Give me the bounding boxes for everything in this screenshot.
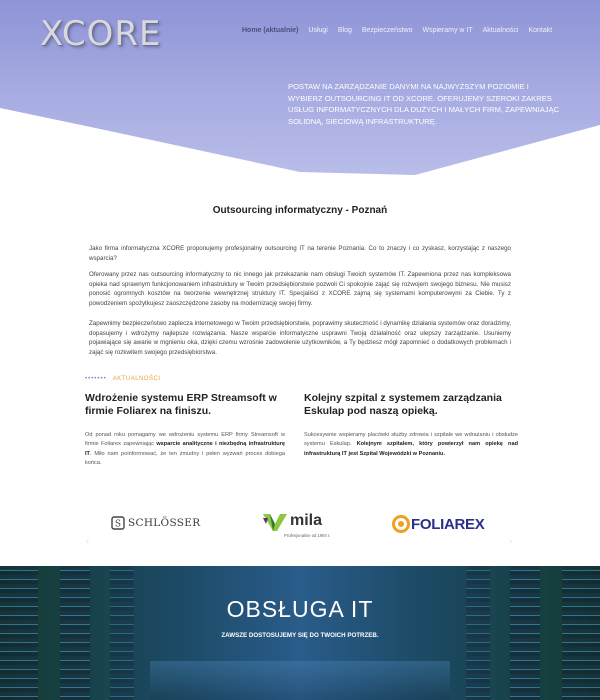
foliarex-logo[interactable] bbox=[392, 515, 484, 533]
mila-subtitle: Profesjonalnie od 1994 r. bbox=[284, 533, 331, 538]
footer-title: OBSŁUGA IT bbox=[226, 596, 374, 622]
news-section-tag bbox=[85, 376, 161, 382]
mila-emblem-icon bbox=[262, 510, 288, 532]
mila-logo[interactable] bbox=[262, 510, 330, 538]
xcore-logo[interactable]: XCORE bbox=[40, 14, 162, 54]
foliarex-emblem-icon bbox=[392, 515, 410, 533]
dots-decoration: ••••••• bbox=[85, 376, 107, 382]
news-text: Od ponad roku pomagamy we wdrożeniu systemu ERP firmy Streamsoft w firmie Foliarex zapewniając wsparcie analityczne i niezbędną infrastrukturę IT. Miło nam poinformować, że ten żmudny i pełen wyzwań proces dobiega końca. bbox=[85, 432, 285, 467]
news-tag-label: AKTUALNOŚCI bbox=[112, 376, 161, 382]
news-item bbox=[304, 392, 518, 459]
foliarex-wordmark: FOLIAREX bbox=[411, 515, 485, 533]
nav-item-bezpieczenstwo[interactable]: Bezpieczeństwo bbox=[361, 27, 413, 34]
outsourcing-paragraph: Oferowany przez nas outsourcing informatyczny to nic innego jak przekazanie nam obsługi Twoich systemów IT. Zapewniona przez nas kompleksowa opieka nad sprawnym funkcjonowaniem infrastruktury w Twoim przedsiębiorstwie pozwoli Ci spokojnie zająć się rozwojem swojego biznesu. Nie musisz ponosić ogromnych kosztów na tworzenie wewnętrznej struktury IT. Specjaliści z XCORE zajmą się systemami komputerowymi za Ciebie. Ty z powodzeniem spożytkujesz zaoszczędzone zasoby na modernizację swojej firmy. bbox=[89, 271, 511, 307]
nav-item-blog[interactable]: Blog bbox=[337, 27, 352, 34]
nav-item-kontakt[interactable]: Kontakt bbox=[528, 27, 553, 34]
schlosser-emblem-icon bbox=[111, 516, 125, 530]
news-text: Sukcesywnie wspieramy placówki służby zdrowia i szpitale we wdrażaniu i obsłudze systemu Eskulap. Kolejnym szpitalem, który powierzył nam opiekę nad infrastrukturą IT jest Szpital Wojewódzki w Poznaniu. bbox=[304, 432, 518, 457]
nav-item-home[interactable]: Home (aktualnie) bbox=[242, 27, 299, 34]
carousel-prev-icon[interactable]: ‹ bbox=[86, 536, 90, 547]
main-nav bbox=[242, 27, 562, 34]
mila-wordmark: mila bbox=[290, 512, 323, 529]
carousel-next-icon[interactable]: › bbox=[509, 536, 513, 547]
hero-section bbox=[0, 0, 600, 175]
benefits-paragraph: Zapewnimy bezpieczeństwo zaplecza internetowego w Twoim przedsiębiorstwie, poprawimy skuteczność i dynamikę działania systemów oraz doradzimy, dopasujemy i wdrożymy najlepsze rozwiązania. Nasze wsparcie informatyczne usprawni Twoją działalność oraz ulepszy zarządzanie. Usuniemy pojawiające się awarie w mgnieniu oka, dzięki czemu wzrośnie zadowolenie użytkowników, a Ty będziesz mógł zapomnieć o dodatkowych problemach i zająć się rozkwitem swojego przedsiębiorstwa. bbox=[89, 320, 511, 356]
datacenter-floor bbox=[150, 661, 450, 700]
page-title: Outsourcing informatyczny - Poznań bbox=[212, 205, 388, 216]
schlosser-wordmark: SCHLÖSSER bbox=[128, 517, 201, 529]
intro-paragraph: Jako firma informatyczna XCORE proponujemy profesjonalny outsourcing IT na terenie Poznania. Co to znaczy i co zyskasz, korzystając z naszego wsparcia? bbox=[89, 245, 511, 262]
news-title[interactable]: Kolejny szpital z systemem zarządzania Eskulap pod naszą opieką. bbox=[304, 392, 502, 417]
nav-item-uslugi[interactable]: Usługi bbox=[308, 27, 328, 34]
nav-item-aktualnosci[interactable]: Aktualności bbox=[482, 27, 519, 34]
svg-text:S: S bbox=[114, 519, 122, 530]
footer-banner bbox=[0, 566, 600, 700]
footer-subtitle: ZAWSZE DOSTOSUJEMY SIĘ DO TWOICH POTRZEB. bbox=[221, 632, 379, 639]
hero-tagline: POSTAW NA ZARZĄDZANIE DANYMI NA NAJWYŻSZYM POZIOMIE I WYBIERZ OUTSOURCING IT OD XCORE. OFERUJEMY SZEROKI ZAKRES USŁUG INFORMATYCZNYCH DLA DUŻYCH I MAŁYCH FIRM, ZAPEWNIAJĄC SOLIDNĄ, SIECIOWĄ INFRASTRUKTURĘ. bbox=[288, 82, 560, 126]
news-title[interactable]: Wdrożenie systemu ERP Streamsoft w firmie Foliarex na finiszu. bbox=[85, 392, 277, 417]
news-item bbox=[85, 392, 285, 469]
schlosser-logo[interactable] bbox=[111, 516, 200, 530]
nav-item-wspieramy[interactable]: Wspieramy w IT bbox=[422, 27, 473, 34]
